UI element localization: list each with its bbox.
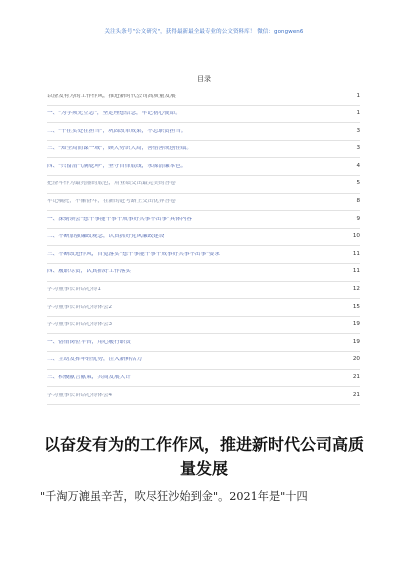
toc-entry-text: 四、"只留清气满乾坤"，坚守自律底线，永葆清廉本色。 — [47, 163, 187, 169]
toc-entry-page: 11 — [352, 268, 360, 275]
toc-entry-page: 1 — [356, 92, 360, 99]
toc-entry-text: 以奋发有为的工作作风，推进新时代公司高质量发展 — [47, 93, 176, 99]
toc-entry-page: 21 — [352, 391, 360, 398]
toc-entry-text: 四、履职尽责，认真抓好工作落实 — [47, 269, 131, 275]
toc-entry[interactable] — [47, 352, 360, 370]
toc-entry-page: 3 — [356, 145, 360, 152]
toc-entry[interactable] — [47, 282, 360, 300]
toc-entry[interactable] — [47, 246, 360, 264]
toc-entry[interactable] — [47, 211, 360, 229]
toc-entry[interactable] — [47, 387, 360, 405]
toc-entry-page: 5 — [356, 180, 360, 187]
toc-entry[interactable] — [47, 334, 360, 352]
toc-entry-text: 学习董事长讲话心得1 — [47, 287, 101, 293]
toc-entry-text: 三、不断改进作风，自觉落实"想干事能干事干成事好共事不出事"要求 — [47, 251, 220, 257]
toc-entry[interactable] — [47, 229, 360, 247]
toc-entry[interactable] — [47, 88, 360, 106]
toc-entry-text: 学习董事长讲话心得体会3 — [47, 322, 113, 328]
toc-entry-text: 牢记嘱托，不懈奋斗，在新的赶考路上交出优异答卷 — [47, 199, 176, 205]
toc-entry[interactable] — [47, 370, 360, 388]
table-of-contents — [47, 88, 360, 405]
toc-entry-text: 一、恪情岗位平台，用心履行职责 — [47, 339, 131, 345]
toc-entry-text: 把奋斗作为最亮丽的底色，用业绩交出最完美的答卷 — [47, 181, 176, 187]
toc-entry-text: 一、深刻领会"想干事能干事干成事好共事不出事"具体内容 — [47, 216, 192, 222]
toc-entry-page: 19 — [352, 321, 360, 328]
toc-entry-text: 学习董事长讲话心得体会4 — [47, 392, 113, 398]
toc-entry-page: 19 — [352, 338, 360, 345]
header-banner: 关注头条号"公文研究"，获得最新最全最专业的公文资料库！ 微信：gongwen6 — [104, 29, 304, 35]
toc-entry-page: 12 — [352, 286, 360, 293]
toc-entry[interactable] — [47, 299, 360, 317]
toc-entry[interactable] — [47, 264, 360, 282]
document-heading: 以奋发有为的工作作风，推进新时代公司高质量发展 — [43, 435, 364, 478]
toc-entry[interactable] — [47, 194, 360, 212]
toc-entry-text: 二、主动发挥年轻优势，注入新鲜活力 — [47, 357, 143, 363]
toc-entry[interactable] — [47, 176, 360, 194]
toc-entry-page: 4 — [356, 162, 360, 169]
toc-entry-text: 二、"干在实处在担当"，巩固改革成果，不忘职责担当。 — [47, 128, 187, 134]
toc-entry[interactable] — [47, 158, 360, 176]
toc-entry-text: 学习董事长讲话心得体会2 — [47, 304, 113, 310]
toc-entry-page: 8 — [356, 198, 360, 205]
toc-entry-page: 21 — [352, 374, 360, 380]
toc-entry-page: 1 — [356, 110, 360, 117]
toc-entry-page: 20 — [352, 356, 360, 363]
toc-entry-text: 二、不断加强廉政观念，认真抓好党风廉政建设 — [47, 234, 165, 240]
toc-entry-text: 三、积极献言献策，共商发展大计 — [47, 375, 131, 380]
toc-entry[interactable] — [47, 141, 360, 159]
toc-entry-page: 10 — [352, 233, 360, 240]
toc-entry-page: 11 — [352, 250, 360, 257]
toc-entry[interactable] — [47, 106, 360, 124]
toc-entry-text: 一、"为学须先立志"，坚定理想信念，牢记初心使命。 — [47, 111, 181, 117]
toc-entry-page: 9 — [356, 215, 360, 222]
toc-entry[interactable] — [47, 123, 360, 141]
toc-entry-text: 三、"知全局而谋一域"，顾大势识大局，善借善成创佳绩。 — [47, 146, 192, 152]
toc-entry-page: 3 — [356, 127, 360, 134]
toc-entry[interactable] — [47, 317, 360, 335]
toc-entry-page: 15 — [352, 303, 360, 310]
body-paragraph: "千淘万漉虽辛苦，吹尽狂沙始到金"。2021年是"十四 — [40, 490, 308, 503]
toc-title: 目录 — [197, 75, 211, 83]
